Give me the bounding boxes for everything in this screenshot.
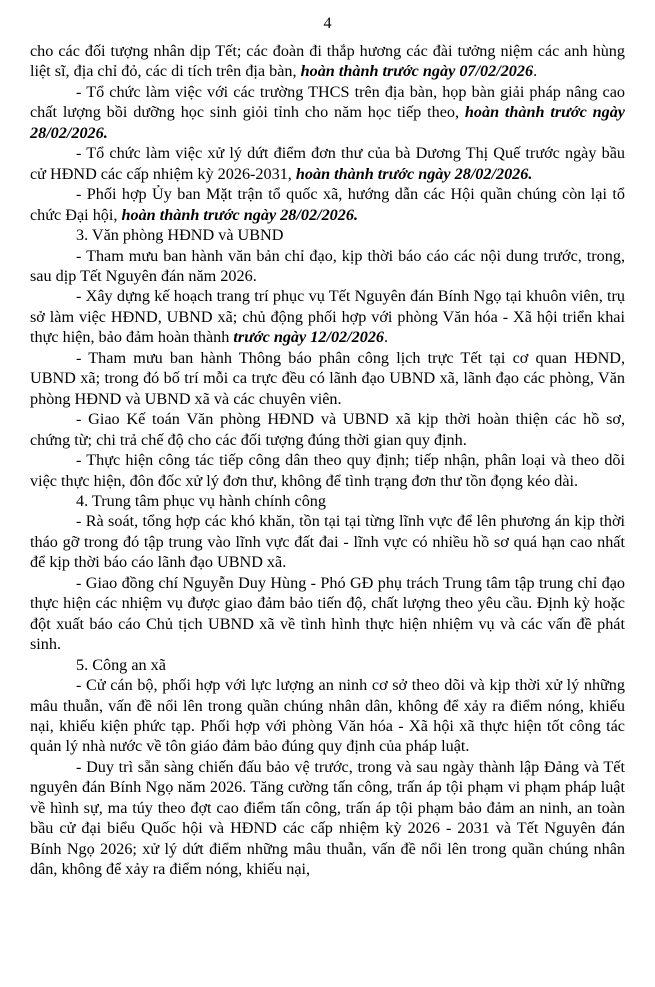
text-run: - Rà soát, tổng hợp các khó khăn, tồn tại tại từng lĩnh vực để lên phương án kịp thời tháo gỡ trong đó tập trung vào lĩnh vực đất đai - lĩnh vực có nhiều hồ sơ quá hạn cao nhất để kịp thời báo cáo lãnh đạo UBND xã. (30, 512, 625, 572)
text-run: . (533, 62, 538, 81)
text-run: - Tham mưu ban hành văn bản chỉ đạo, kịp thời báo cáo các nội dung trước, trong, sau dịp Tết Nguyên đán năm 2026. (30, 246, 625, 285)
paragraph (30, 757, 625, 880)
text-run: - Xây dựng kế hoạch trang trí phục vụ Tết Nguyên đán Bính Ngọ tại khuôn viên, trụ sở làm việc HĐND, UBND xã; chủ động phối hợp với phòng Văn hóa - Xã hội triển khai thực hiện, bảo đảm hoàn thành (30, 287, 625, 347)
paragraph (30, 246, 625, 287)
text-run: - Giao đồng chí Nguyễn Duy Hùng - Phó GĐ phụ trách Trung tâm tập trung chỉ đạo thực hiện các nhiệm vụ được giao đảm bảo tiến độ, chất lượng theo yêu cầu. Định kỳ hoặc đột xuất báo cáo Chủ tịch UBND xã về tình hình thực hiện nhiệm vụ và các vấn đề phát sinh. (30, 573, 625, 654)
text-run: . (384, 328, 389, 347)
text-run: - Phối hợp Ủy ban Mặt trận tổ quốc xã, hướng dẫn các Hội quần chúng còn lại tổ chức Đại hội, (30, 185, 625, 224)
paragraph (30, 41, 625, 82)
text-run: - Duy trì sẵn sàng chiến đấu bảo vệ trước, trong và sau ngày thành lập Đảng và Tết nguyên đán Bính Ngọ năm 2026. Tăng cường tấn công, trấn áp tội phạm vi phạm pháp luật về hình sự, ma túy theo đợt cao điểm tấn công, trấn áp tội phạm bảo đảm an ninh, an toàn bầu cử đại biểu Quốc hội và HĐND các cấp nhiệm kỳ 2026 - 2031 và Tết Nguyên đán Bính Ngọ 2026; xử lý dứt điểm những mâu thuẫn, vấn đề nổi lên trong quần chúng nhân dân, không để xảy ra điểm nóng, khiếu nại, (30, 757, 625, 879)
text-run: cho các đối tượng nhân dịp Tết; các đoàn đi thắp hương các đài tưởng niệm các anh hùng liệt sĩ, địa chỉ đỏ, các di tích trên địa bàn, (30, 42, 625, 81)
paragraph (30, 348, 625, 409)
page-number: 4 (323, 14, 332, 32)
text-run: 3. Văn phòng HĐND và UBND (76, 226, 284, 245)
text-run: trước ngày 12/02/2026 (233, 328, 385, 347)
text-run: - Giao Kế toán Văn phòng HĐND và UBND xã kịp thời hoàn thiện các hồ sơ, chứng từ; chi trả chế độ cho các đối tượng đúng thời gian quy định. (30, 410, 625, 449)
paragraph (30, 450, 625, 491)
text-run: - Tham mưu ban hành Thông báo phân công lịch trực Tết tại cơ quan HĐND, UBND xã; trong đó bố trí mỗi ca trực đều có lãnh đạo UBND xã, lãnh đạo các phòng, Văn phòng HĐND và UBND xã và các chuyên viên. (30, 348, 625, 408)
paragraph (30, 573, 625, 655)
paragraph (30, 675, 625, 757)
section-heading (30, 491, 625, 511)
text-run: hoàn thành trước ngày 28/02/2026. (295, 164, 533, 183)
paragraph (30, 184, 625, 225)
text-run: - Tổ chức làm việc với các trường THCS trên địa bàn, họp bàn giải pháp nâng cao chất lượng bồi dưỡng học sinh giỏi tỉnh cho năm học tiếp theo, (30, 82, 625, 122)
paragraph (30, 286, 625, 347)
paragraph (30, 143, 625, 184)
section-heading (30, 225, 625, 245)
paragraph (30, 82, 625, 143)
document-body (30, 41, 625, 880)
text-run: 5. Công an xã (76, 655, 166, 674)
text-run: hoàn thành trước ngày 07/02/2026 (300, 62, 534, 81)
paragraph (30, 409, 625, 450)
text-run: hoàn thành trước ngày 28/02/2026. (30, 103, 625, 142)
text-run: 4. Trung tâm phục vụ hành chính công (76, 491, 326, 510)
text-run: - Thực hiện công tác tiếp công dân theo quy định; tiếp nhận, phân loại và theo dõi việc thực hiện, đôn đốc xử lý đơn thư, không để tình trạng đơn thư tồn đọng kéo dài. (30, 451, 625, 490)
text-run: hoàn thành trước ngày 28/02/2026. (121, 205, 358, 224)
section-heading (30, 655, 625, 675)
text-run: - Cử cán bộ, phối hợp với lực lượng an ninh cơ sở theo dõi và kịp thời xử lý những mâu thuẫn, vấn đề nổi lên trong quần chúng nhân dân, không để xảy ra điểm nóng, khiếu nại, khiếu kiện phức tạp. Phối hợp với phòng Văn hóa - Xã hội xã thực hiện tốt công tác quản lý nhà nước về tôn giáo đảm bảo đúng quy định của pháp luật. (30, 676, 625, 756)
text-run: - Tổ chức làm việc xử lý dứt điểm đơn thư của bà Dương Thị Quế trước ngày bầu cử HĐND các cấp nhiệm kỳ 2026-2031, (30, 144, 625, 183)
paragraph (30, 511, 625, 572)
